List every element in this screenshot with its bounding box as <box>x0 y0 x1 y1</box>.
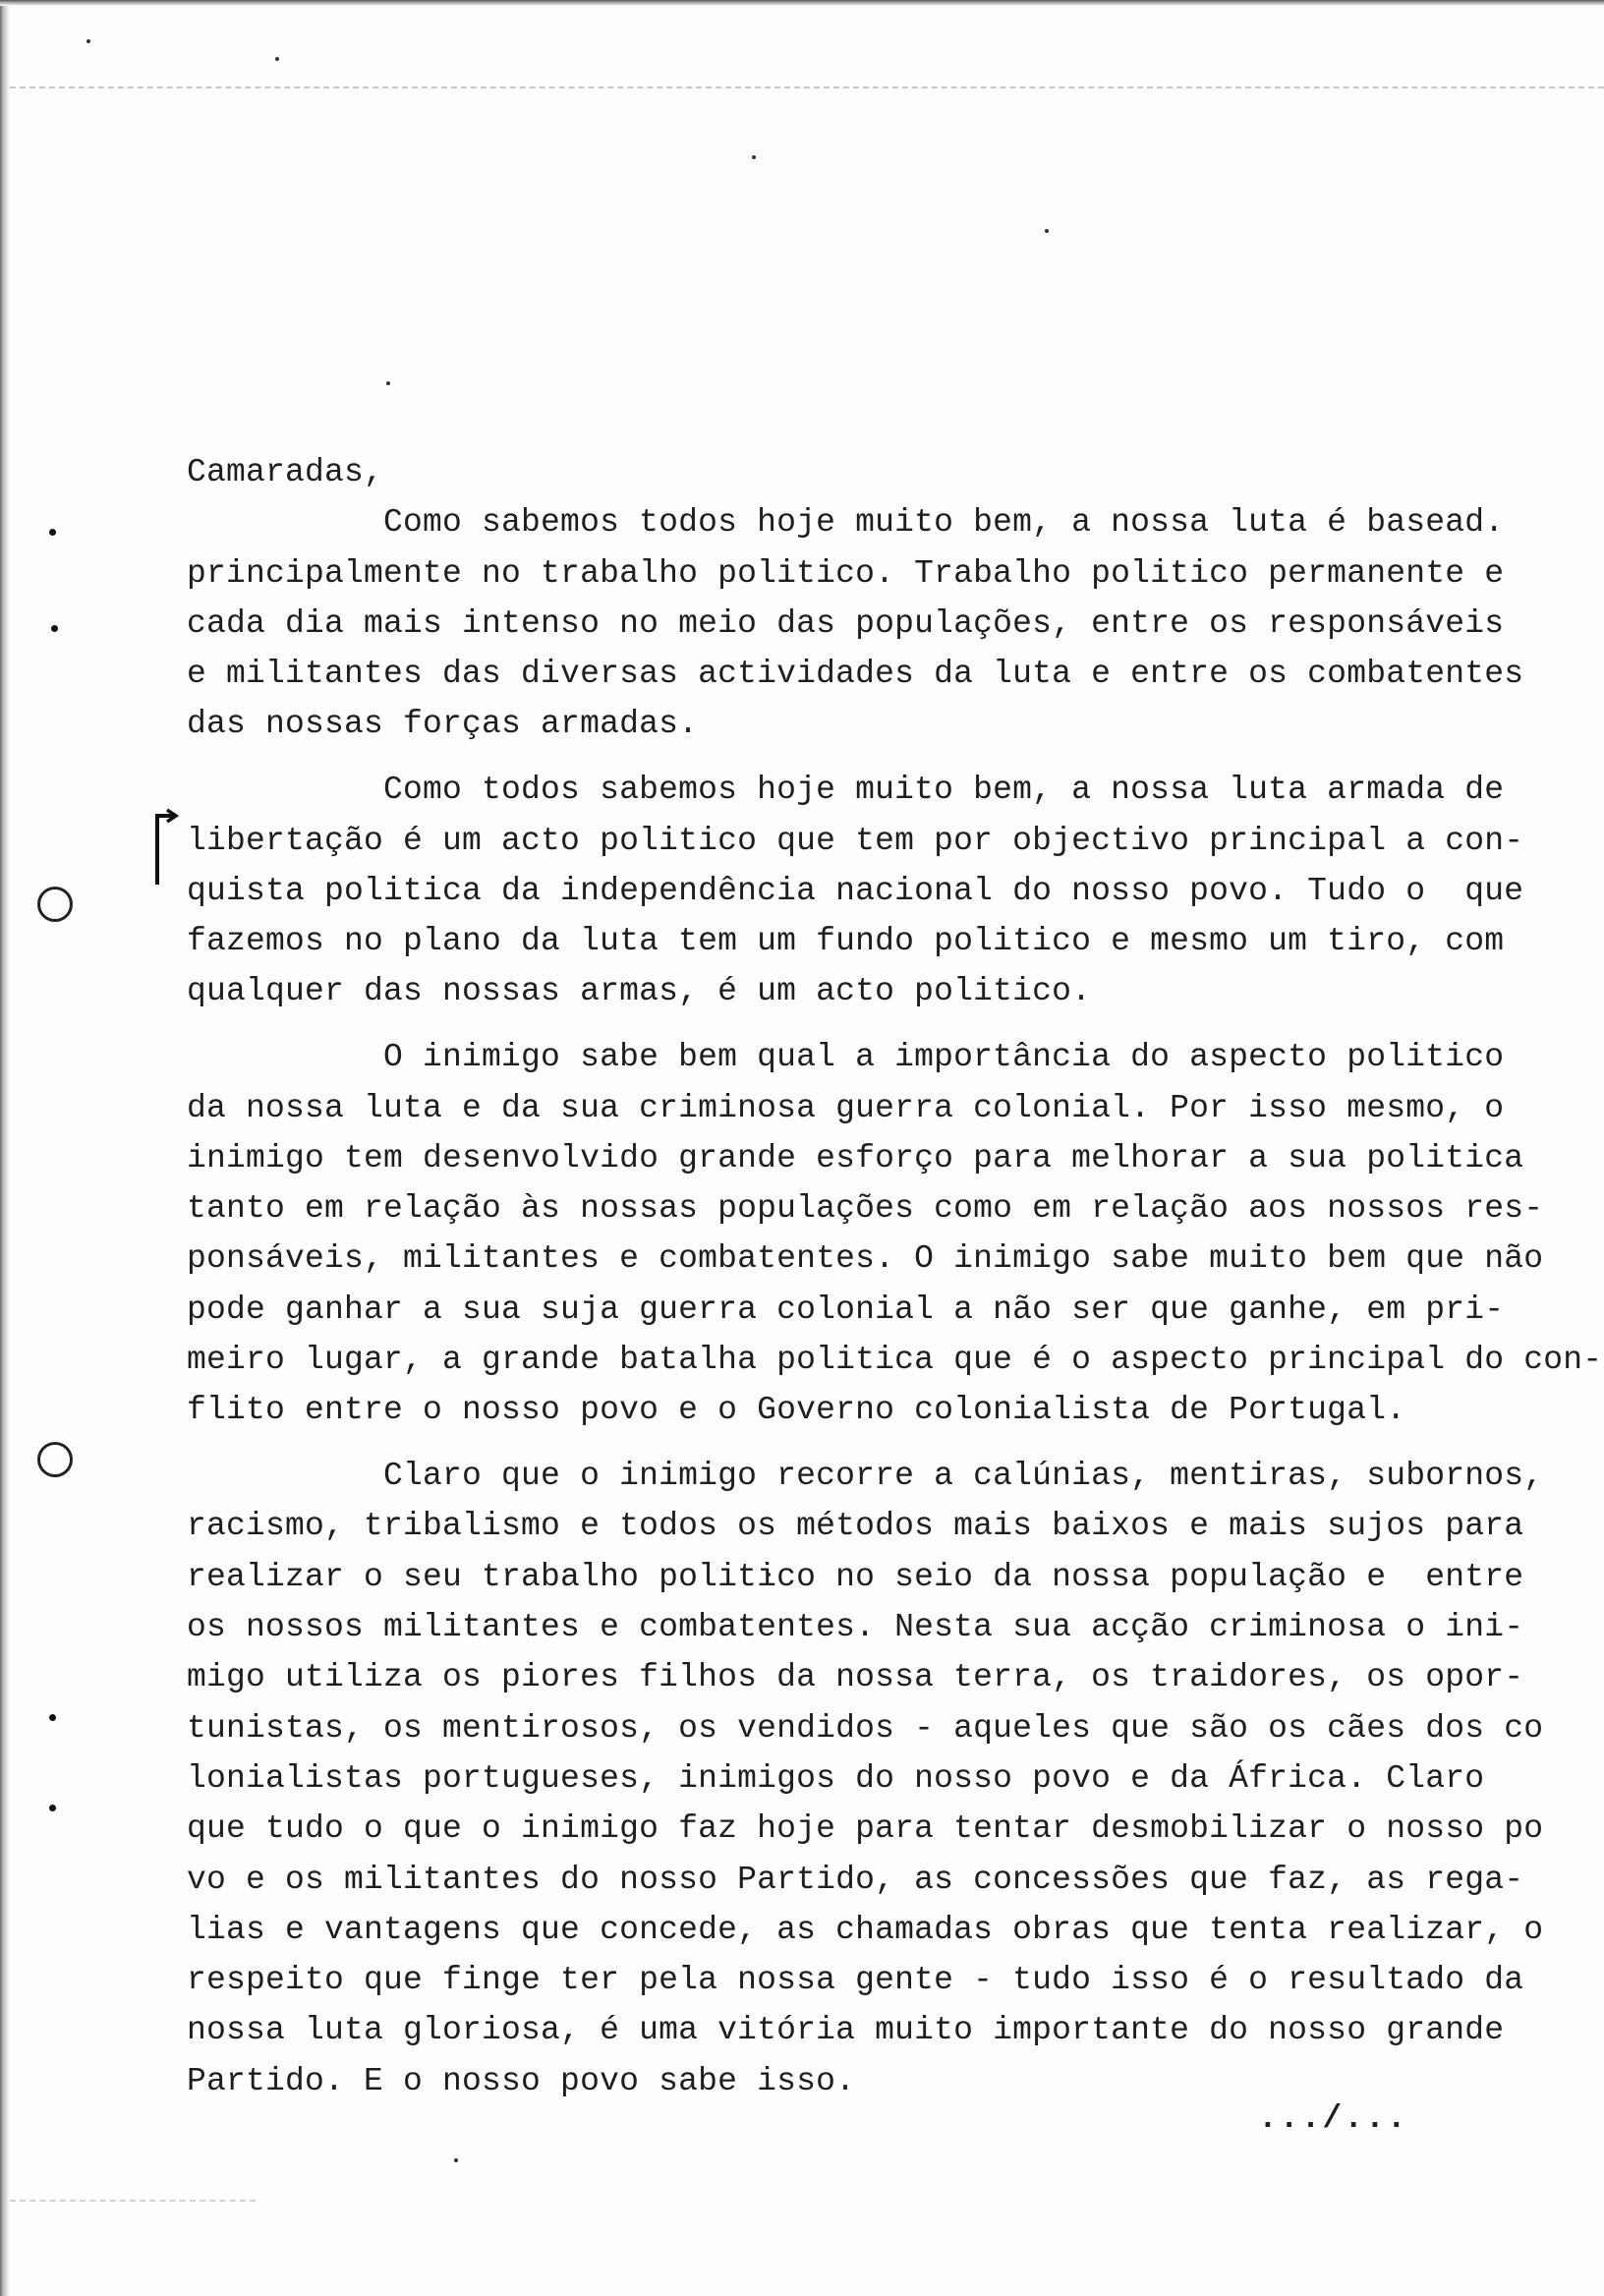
text-line: inimigo tem desenvolvido grande esforço para melhorar a sua politica <box>187 1139 1524 1177</box>
text-line: pode ganhar a sua suja guerra colonial a não ser que ganhe, em pri- <box>187 1291 1505 1328</box>
paragraph <box>187 1032 1603 1435</box>
page-top-edge <box>0 0 1604 6</box>
text-line: racismo, tribalismo e todos os métodos mais baixos e mais sujos para <box>187 1508 1524 1545</box>
text-line: qualquer das nossas armas, é um acto politico. <box>187 973 1092 1010</box>
scan-speck <box>454 2158 458 2162</box>
paragraph <box>187 497 1563 749</box>
text-line: que tudo o que o inimigo faz hoje para tentar desmobilizar o nosso po <box>187 1810 1544 1848</box>
text-line: e militantes das diversas actividades da luta e entre os combatentes <box>187 656 1524 693</box>
page-left-edge <box>0 0 10 2296</box>
text-line: ponsáveis, militantes e combatentes. O inimigo sabe muito bem que não <box>187 1240 1544 1278</box>
punch-hole <box>37 1442 73 1477</box>
text-line: nossa luta gloriosa, é uma vitória muito importante do nosso grande <box>187 2012 1505 2049</box>
text-line: libertação é um acto politico que tem por objectivo principal a con- <box>187 822 1524 859</box>
scan-speck <box>386 381 390 385</box>
text-line: fazemos no plano da luta tem um fundo politico e mesmo um tiro, com <box>187 923 1505 960</box>
text-line: O inimigo sabe bem qual a importância do aspecto politico <box>187 1039 1505 1076</box>
footer-rule <box>10 2200 256 2202</box>
scan-speck <box>86 39 90 43</box>
margin-dot <box>51 625 58 632</box>
text-line: os nossos militantes e combatentes. Nesta sua acção criminosa o ini- <box>187 1609 1524 1646</box>
margin-dot <box>49 529 56 536</box>
letter-body <box>187 447 1603 2122</box>
text-line: Partido. E o nosso povo sabe isso. <box>187 2062 856 2099</box>
text-line: Como todos sabemos hoje muito bem, a nossa luta armada de <box>187 772 1505 809</box>
text-line: das nossas forças armadas. <box>187 706 699 743</box>
text-line: quista politica da independência nacional do nosso povo. Tudo o que <box>187 872 1524 909</box>
text-line: flito entre o nosso povo e o Governo colonialista de Portugal. <box>187 1392 1406 1429</box>
continuation-mark: .../... <box>1258 2100 1408 2137</box>
paragraph <box>187 765 1563 1016</box>
text-line: tanto em relação às nossas populações como em relação aos nossos res- <box>187 1190 1544 1228</box>
text-line: lias e vantagens que concede, as chamadas obras que tenta realizar, o <box>187 1911 1544 1948</box>
header-rule <box>10 86 1604 88</box>
text-line: Claro que o inimigo recorre a calúnias, mentiras, subornos, <box>187 1458 1544 1495</box>
text-line: principalmente no trabalho politico. Trabalho politico permanente e <box>187 554 1505 592</box>
paragraph <box>187 1451 1563 2106</box>
punch-hole <box>37 887 73 922</box>
text-line: realizar o seu trabalho politico no seio da nossa população e entre <box>187 1558 1524 1595</box>
text-line: cada dia mais intenso no meio das populações, entre os responsáveis <box>187 604 1505 642</box>
text-line: da nossa luta e da sua criminosa guerra colonial. Por isso mesmo, o <box>187 1089 1505 1126</box>
scan-speck <box>752 155 756 159</box>
paragraphs <box>187 497 1603 2106</box>
text-line: Como sabemos todos hoje muito bem, a nossa luta é basead. <box>187 504 1505 542</box>
margin-dot <box>49 1805 56 1811</box>
margin-dot <box>49 1714 56 1721</box>
scan-speck <box>1045 229 1049 233</box>
text-line: lonialistas portugueses, inimigos do nosso povo e da África. Claro <box>187 1759 1485 1797</box>
scan-speck <box>275 57 279 61</box>
margin-bracket-arrow-icon <box>149 808 179 887</box>
salutation: Camaradas, <box>187 454 384 490</box>
text-line: tunistas, os mentirosos, os vendidos - aqueles que são os cães dos co <box>187 1709 1544 1747</box>
text-line: respeito que finge ter pela nossa gente - tudo isso é o resultado da <box>187 1962 1524 1999</box>
text-line: vo e os militantes do nosso Partido, as concessões que faz, as rega- <box>187 1861 1524 1898</box>
text-line: meiro lugar, a grande batalha politica que é o aspecto principal do con- <box>187 1342 1603 1379</box>
text-line: migo utiliza os piores filhos da nossa terra, os traidores, os opor- <box>187 1659 1524 1696</box>
